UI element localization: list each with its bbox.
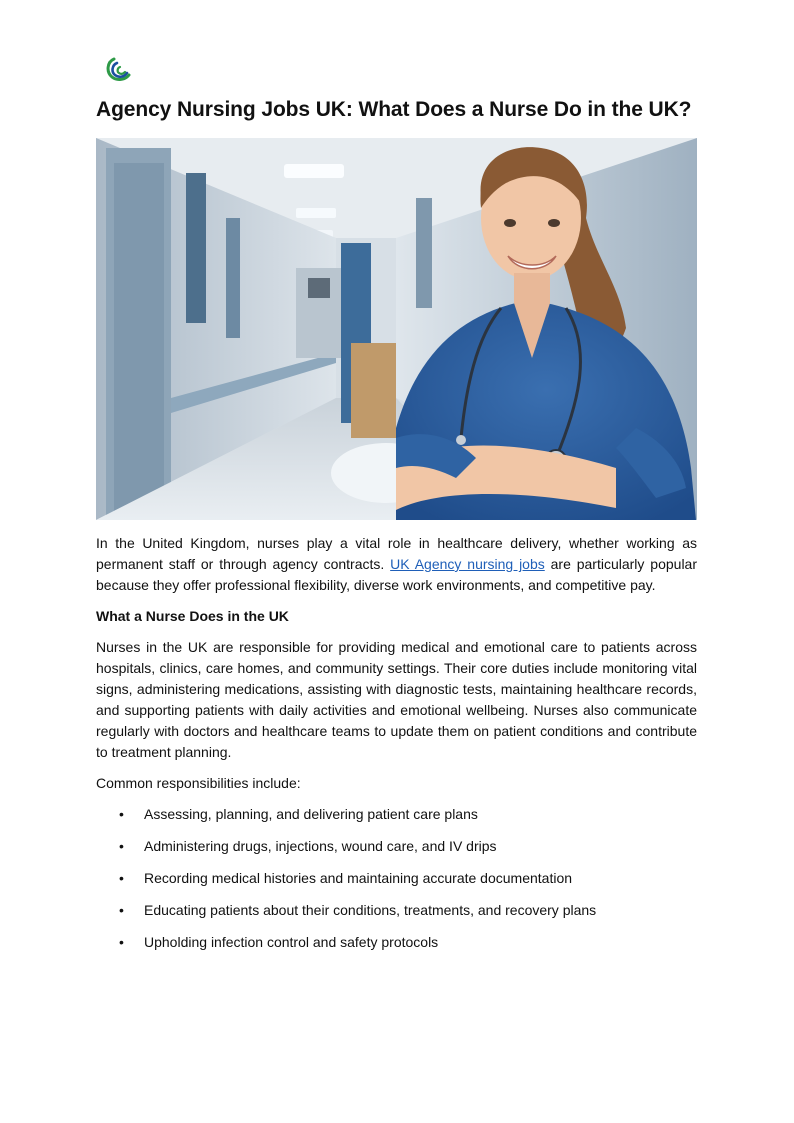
list-intro: Common responsibilities include: (96, 775, 301, 791)
list-item: • Administering drugs, injections, wound care, and IV drips (96, 836, 697, 868)
agency-swirl-logo-icon (104, 55, 134, 85)
bullet-icon: • (119, 934, 124, 950)
section-paragraph: Nurses in the UK are responsible for providing medical and emotional care to patients across hospitals, clinics, care homes, and community settings. Their core duties include monitoring vital signs, administering medications, assisting with diagnostic tests, maintaining healthcare records, and supporting patients with daily activities and emotional wellbeing. Nurses also communicate regularly with doctors and healthcare teams to update them on patient conditions and contribute to treatment planning. (96, 639, 697, 760)
bullet-icon: • (119, 870, 124, 886)
nurse-in-hospital-corridor-photo (96, 138, 697, 520)
list-item: • Recording medical histories and maintaining accurate documentation (96, 868, 697, 900)
responsibilities-list (96, 804, 697, 964)
article-body (96, 533, 697, 964)
intro-paragraph: In the United Kingdom, nurses play a vital role in healthcare delivery, whether working as permanent staff or through agency contracts. UK Agency nursing jobs are particularly popular because they offer professional flexibility, diverse work environments, and competitive pay. (96, 535, 697, 593)
section-heading: What a Nurse Does in the UK (96, 608, 289, 624)
bullet-icon: • (119, 838, 124, 854)
list-item: • Upholding infection control and safety protocols (96, 932, 697, 964)
list-item: • Assessing, planning, and delivering patient care plans (96, 804, 697, 836)
page-title: Agency Nursing Jobs UK: What Does a Nurse Do in the UK? (96, 98, 692, 121)
bullet-icon: • (119, 806, 124, 822)
bullet-icon: • (119, 902, 124, 918)
list-item: • Educating patients about their conditions, treatments, and recovery plans (96, 900, 697, 932)
uk-agency-nursing-jobs-link[interactable]: UK Agency nursing jobs (390, 556, 545, 572)
